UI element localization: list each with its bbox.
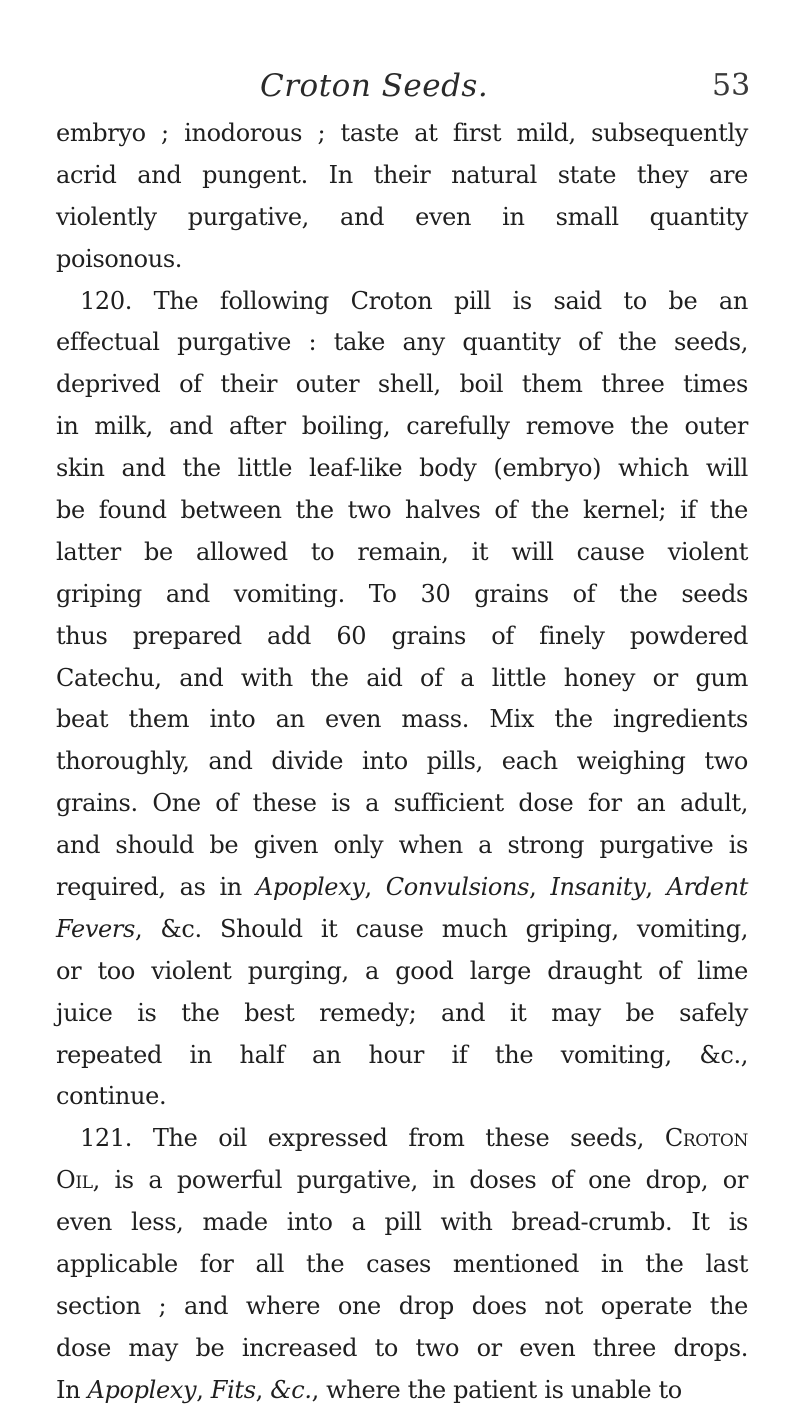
page-title: Croton Seeds. xyxy=(260,68,489,104)
text-segment: 120. The following Croton pill is said to be an xyxy=(80,286,748,315)
text-line xyxy=(56,1035,748,1077)
text-segment: , xyxy=(529,873,551,902)
text-line xyxy=(56,783,748,825)
text-segment: , xyxy=(364,873,386,902)
text-segment: applicable for all the cases mentioned in the last xyxy=(56,1250,748,1279)
text-line xyxy=(56,741,748,783)
text-line xyxy=(56,1202,748,1244)
italic-term: Apoplexy xyxy=(87,1375,197,1404)
text-line xyxy=(56,867,748,909)
text-segment: violently purgative, and even in small quantity xyxy=(56,202,748,231)
text-segment: poisonous. xyxy=(56,244,183,273)
page-number: 53 xyxy=(712,68,751,103)
text-segment: , where the patient is unable to xyxy=(311,1375,682,1404)
italic-term: &c. xyxy=(270,1375,312,1404)
text-line xyxy=(56,574,748,616)
small-caps-term: Oil xyxy=(56,1166,93,1195)
text-segment: even less, made into a pill with bread-crumb. It is xyxy=(56,1208,748,1237)
italic-term: Ardent xyxy=(666,873,749,902)
text-segment: deprived of their outer shell, boil them three times xyxy=(56,370,748,399)
text-line xyxy=(56,1286,748,1328)
text-segment: thoroughly, and divide into pills, each weighing two xyxy=(56,747,748,776)
running-head xyxy=(0,68,800,108)
text-segment: griping and vomiting. To 30 grains of the seeds xyxy=(56,579,748,608)
text-line xyxy=(56,825,748,867)
text-line xyxy=(56,364,748,406)
italic-term: Fevers xyxy=(56,914,135,943)
text-line xyxy=(56,1160,748,1202)
text-line xyxy=(56,155,748,197)
text-segment: beat them into an even mass. Mix the ingredients xyxy=(56,705,748,734)
text-segment: Catechu, and with the aid of a little honey or gum xyxy=(56,663,748,692)
text-line xyxy=(56,1076,748,1118)
text-segment: juice is the best remedy; and it may be safely xyxy=(56,998,748,1027)
text-line xyxy=(56,113,748,155)
text-line xyxy=(56,197,748,239)
text-line xyxy=(56,951,748,993)
text-line xyxy=(56,406,748,448)
text-line xyxy=(56,699,748,741)
text-segment: dose may be increased to two or even three drops. xyxy=(56,1333,748,1362)
text-segment: repeated in half an hour if the vomiting, &c., xyxy=(56,1040,748,1069)
text-segment: be found between the two halves of the kernel; if the xyxy=(56,496,748,525)
text-line xyxy=(56,658,748,700)
text-line xyxy=(56,1118,748,1160)
text-segment: In xyxy=(56,1375,88,1404)
italic-term: Fits xyxy=(210,1375,256,1404)
italic-term: Convulsions xyxy=(385,873,530,902)
text-segment: grains. One of these is a sufficient dose for an adult, xyxy=(56,789,748,818)
text-segment: effectual purgative : take any quantity of the seeds, xyxy=(56,328,748,357)
text-segment: thus prepared add 60 grains of finely powdered xyxy=(56,621,748,650)
text-line xyxy=(56,490,748,532)
text-segment: required, as in xyxy=(56,873,256,902)
text-line xyxy=(56,993,748,1035)
text-segment: , is a powerful purgative, in doses of one drop, or xyxy=(92,1166,748,1195)
text-line xyxy=(56,616,748,658)
italic-term: Apoplexy xyxy=(255,873,365,902)
text-line xyxy=(56,532,748,574)
text-line xyxy=(56,1244,748,1286)
text-segment: acrid and pungent. In their natural state they are xyxy=(56,160,748,189)
text-line xyxy=(56,448,748,490)
text-segment: and should be given only when a strong purgative is xyxy=(56,831,748,860)
text-segment: in milk, and after boiling, carefully remove the outer xyxy=(56,412,748,441)
text-line xyxy=(56,239,748,281)
text-line xyxy=(56,322,748,364)
text-segment: , xyxy=(255,1375,271,1404)
text-segment: or too violent purging, a good large draught of lime xyxy=(56,956,748,985)
text-line xyxy=(56,1328,748,1370)
text-segment: , xyxy=(196,1375,211,1404)
text-segment: , &c. Should it cause much griping, vomiting, xyxy=(135,914,748,943)
text-line xyxy=(56,1370,748,1412)
text-segment: 121. The oil expressed from these seeds, xyxy=(80,1124,665,1153)
text-segment: latter be allowed to remain, it will cause violent xyxy=(56,537,748,566)
text-segment: section ; and where one drop does not operate the xyxy=(56,1291,748,1320)
text-segment: continue. xyxy=(56,1082,167,1111)
text-line xyxy=(56,281,748,323)
text-line xyxy=(56,909,748,951)
body-text xyxy=(56,113,748,1412)
text-segment: skin and the little leaf-like body (embryo) which will xyxy=(56,454,748,483)
text-segment: , xyxy=(645,873,667,902)
italic-term: Insanity xyxy=(550,873,646,902)
text-segment: embryo ; inodorous ; taste at first mild, subsequently xyxy=(56,119,748,147)
small-caps-term: Croton xyxy=(664,1124,748,1153)
